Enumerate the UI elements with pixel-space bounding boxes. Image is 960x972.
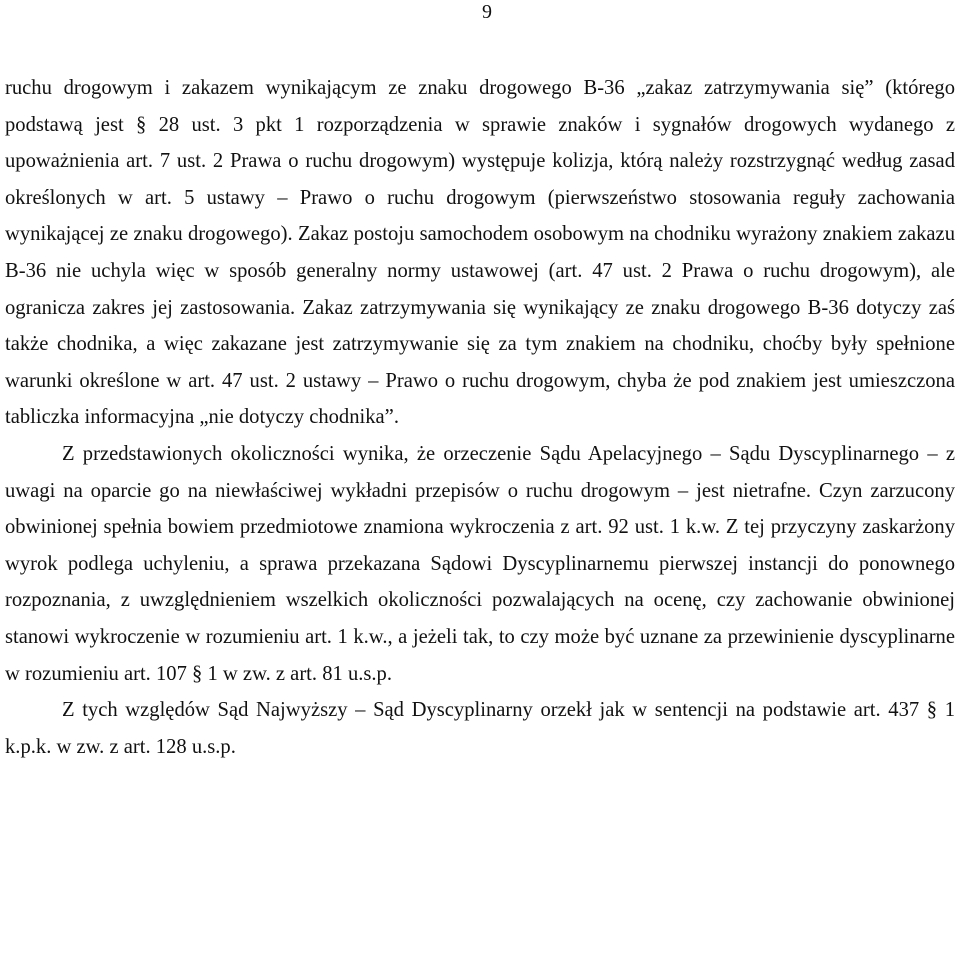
paragraph-3: Z tych względów Sąd Najwyższy – Sąd Dyscyplinarny orzekł jak w sentencji na podstawie art. 437 § 1 k.p.k. w zw. z art. 128 u.s.p. (5, 699, 955, 758)
document-body (5, 70, 955, 765)
paragraph-2: Z przedstawionych okoliczności wynika, że orzeczenie Sądu Apelacyjnego – Sądu Dyscyplinarnego – z uwagi na oparcie go na niewłaściwej wykładni przepisów o ruchu drogowym – jest nietrafne. Czyn zarzucony obwinionej spełnia bowiem przedmiotowe znamiona wykroczenia z art. 92 ust. 1 k.w. Z tej przyczyny zaskarżony wyrok podlega uchyleniu, a sprawa przekazana Sądowi Dyscyplinarnemu pierwszej instancji do ponownego rozpoznania, z uwzględnieniem wszelkich okoliczności pozwalających na ocenę, czy zachowanie obwinionej stanowi wykroczenie w rozumieniu art. 1 k.w., a jeżeli tak, to czy może być uznane za przewinienie dyscyplinarne w rozumieniu art. 107 § 1 w zw. z art. 81 u.s.p. (5, 442, 955, 685)
paragraph-1: ruchu drogowym i zakazem wynikającym ze znaku drogowego B-36 „zakaz zatrzymywania się” (którego podstawą jest § 28 ust. 3 pkt 1 rozporządzenia w sprawie znaków i sygnałów drogowych wydanego z upoważnienia art. 7 ust. 2 Prawa o ruchu drogowym) występuje kolizja, którą należy rozstrzygnąć według zasad określonych w art. 5 ustawy – Prawo o ruchu drogowym (pierwszeństwo stosowania reguły zachowania wynikającej ze znaku drogowego). Zakaz postoju samochodem osobowym na chodniku wyrażony znakiem zakazu B-36 nie uchyla więc w sposób generalny normy ustawowej (art. 47 ust. 2 Prawa o ruchu drogowym), ale ogranicza zakres jej zastosowania. Zakaz zatrzymywania się wynikający ze znaku drogowego B-36 dotyczy zaś także chodnika, a więc zakazane jest zatrzymywanie się za tym znakiem na chodniku, choćby były spełnione warunki określone w art. 47 ust. 2 ustawy – Prawo o ruchu drogowym, chyba że pod znakiem jest umieszczona tabliczka informacyjna „nie dotyczy chodnika”. (5, 77, 955, 429)
page-number: 9 (482, 1, 492, 23)
